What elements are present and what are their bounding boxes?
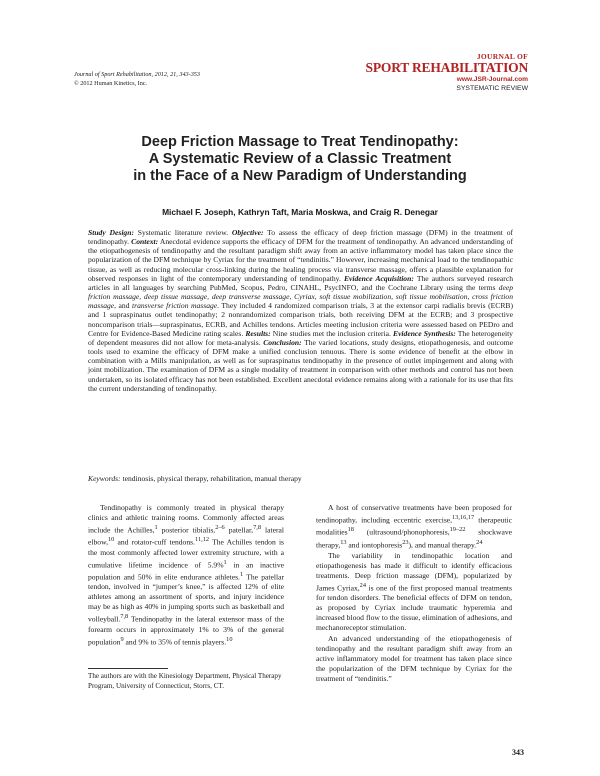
context-label: Context:: [131, 237, 159, 247]
evidence-acquisition-text-2: . They included 4 randomized comparison trials, 3 at the extensor carpi radialis brevis (ECRB) and 1 supraspinatus outlet tendinopathy; 2 nonrandomized comparison trials, both receiving DFM at the ECRB; and 3 prospective noncomparison trials—supraspinatus, ECRB, and Achilles tendons. Articles meeting inclusion criteria were assessed based on PEDro and Centre for Evidence-Based Medicine rating scales.: [88, 301, 513, 338]
objective-text: To assess the efficacy of deep friction massage (DFM) in the treatment of tendinopathy.: [88, 228, 514, 247]
reference-superscript: 10: [226, 635, 233, 643]
body-text: and rotator-cuff tendons.: [114, 537, 196, 547]
reference-superscript: 10: [107, 536, 115, 544]
body-text: and iontophoresis: [346, 540, 403, 550]
body-text: in an inactive population and 50% in elite endurance athletes.: [88, 560, 284, 582]
body-text: (ultrasound/phonophoresis,: [353, 527, 450, 537]
body-text: therapeutic modalities: [316, 515, 512, 537]
title-line-1: Deep Friction Massage to Treat Tendinopathy:: [141, 134, 459, 150]
body-text: An advanced understanding of the etiopathogenesis of tendinopathy and the resultant paradigm shift away from an active inflammatory model for treatment has taken place since the popularization of the DFM technique by Cyriax for the treatment of “tendinitis.”: [316, 634, 512, 683]
evidence-acquisition-text: The authors surveyed research articles in all languages by searching PubMed, Scopus, Pedro, CINAHL, PsycINFO, and the Cochrane Library using the terms: [88, 273, 513, 292]
reference-superscript: 11,12: [195, 536, 210, 544]
journal-citation: [74, 71, 200, 88]
reference-superscript: 19–22: [449, 526, 466, 534]
results-label: Results:: [245, 328, 271, 338]
reference-superscript: 13,16,17: [452, 513, 475, 521]
evidence-synthesis-label: Evidence Synthesis:: [393, 328, 456, 338]
reference-superscript: 24: [476, 538, 483, 546]
page-number: 343: [512, 748, 524, 757]
body-text: A host of conservative treatments have been proposed for tendinopathy, including eccentric exercise,: [316, 503, 512, 525]
abstract: [88, 228, 513, 393]
journal-url[interactable]: www.JSR-Journal.com: [456, 76, 528, 83]
body-text: The Achilles tendon is the most commonly affected lower extremity structure, with a cumulative lifetime incidence of 5.9%: [88, 537, 285, 570]
body-column-right: [316, 503, 512, 684]
conclusion-text: The varied locations, study designs, etiopathogenesis, and outcome tools used to examine the efficacy of DFM make a unified conclusion tenuous. There is some evidence of benefit at the elbow in combination with a Mills manipulation, as well as for supraspinatus tendinopathy in the presence of outlet impingement and along with joint mobilization. The examination of DFM as a single modality of treatment in comparison with other methods and control has not been undertaken, so its isolated efficacy has not been established. Excellent anecdotal evidence remains along with a rationale for its use that fits the current understanding of tendinopathy.: [88, 337, 513, 393]
keywords-text: tendinosis, physical therapy, rehabilitation, manual therapy: [120, 474, 302, 483]
body-text: lateral elbow,: [88, 525, 284, 547]
study-design-label: Study Design:: [88, 228, 134, 237]
author-affiliation-footnote: The authors are with the Kinesiology Department, Physical Therapy Program, University of Connecticut, Storrs, CT.: [88, 672, 282, 690]
reference-superscript: 7,8: [253, 523, 261, 531]
citation-line: Journal of Sport Rehabilitation, 2012, 21, 343-353: [74, 71, 200, 78]
reference-superscript: 18: [347, 526, 354, 534]
title-line-3: in the Face of a New Paradigm of Understanding: [133, 168, 467, 184]
body-text: posterior tibialis,: [157, 525, 216, 535]
masthead-journal-of: JOURNAL OF: [476, 52, 528, 61]
reference-superscript: 13: [340, 538, 347, 546]
body-text: and 9% to 35% of tennis players.: [123, 637, 227, 647]
body-column-left: [88, 503, 284, 647]
objective-label: Objective:: [231, 228, 264, 237]
body-text: The variability in tendinopathic location and etiopathogenesis has made it difficult to identify efficacious treatments. Deep friction massage (DFM), popularized by James Cyriax,: [316, 551, 512, 593]
body-paragraph: [316, 634, 512, 684]
reference-superscript: 1: [154, 523, 158, 531]
study-design-text: Systematic literature review.: [133, 228, 232, 237]
body-text: Tendinopathy in the lateral extensor mass of the forearm occurs in approximately 1% to 3% of the general population: [88, 614, 284, 647]
reference-superscript: 1: [223, 558, 227, 566]
body-text: ), and manual therapy.: [408, 540, 477, 550]
footnote-rule: [88, 668, 168, 669]
evidence-acquisition-and: and: [116, 301, 133, 311]
body-text: is one of the first proposed manual treatments for tendon disorders. The beneficial effects of DFM on tendon, as proposed by Cyriax include traumatic hyperemia and increased blood flow to the tissue, elimination of adhesions, and mechanoreceptor stimulation.: [316, 583, 512, 633]
reference-superscript: 23: [402, 538, 409, 546]
reference-superscript: 2–6: [215, 523, 225, 531]
masthead-journal-name: SPORT REHABILITATION: [365, 60, 528, 75]
body-paragraph: [316, 503, 512, 550]
body-text: shockwave therapy,: [316, 527, 512, 550]
body-paragraph: [316, 551, 512, 633]
section-label: SYSTEMATIC REVIEW: [456, 85, 528, 92]
keywords-label: Keywords:: [88, 474, 121, 483]
reference-superscript: 24: [359, 581, 366, 589]
article-title: [60, 134, 540, 185]
evidence-acquisition-label: Evidence Acquisition:: [343, 273, 414, 283]
conclusion-label: Conclusion:: [263, 337, 302, 347]
body-text: patellar,: [224, 525, 254, 535]
search-terms: deep friction massage, deep tissue massage, deep transverse massage, Cyriax, soft tissue mobilization, soft tissue mobilisation, cross friction massage,: [88, 282, 513, 311]
reference-superscript: 7,8: [120, 613, 129, 621]
copyright-line: © 2012 Human Kinetics, Inc.: [74, 79, 148, 87]
body-text: Tendinopathy is commonly treated in physical therapy clinics and athletic training rooms. Commonly affected areas include the Achilles,: [88, 503, 284, 535]
body-paragraph: [88, 503, 284, 647]
reference-superscript: 9: [120, 635, 124, 643]
reference-superscript: 1: [239, 571, 244, 579]
evidence-synthesis-text: The heterogeneity of dependent measures did not allow for meta-analysis.: [88, 328, 513, 347]
author-list: Michael F. Joseph, Kathryn Taft, Maria Moskwa, and Craig R. Denegar: [162, 207, 438, 217]
search-terms-last: transverse friction massage: [132, 301, 218, 311]
context-text: Anecdotal evidence supports the efficacy of DFM for the treatment of tendinopathy. An advanced understanding of the etiopathogenesis of tendinopathy and the resultant paradigm shift away from an active inflammatory model has taken place since the popularization of the DFM technique by Cyriax for the treatment of “tendinitis.” However, increasing mechanical load to the tendinopathic tissue, as well as reducing molecular cross-linking during the healing process via transverse massage, offers a plausible explanation for observed responses in light of the contemporary understanding of tendinopathy.: [88, 237, 513, 283]
body-text: The patellar tendon, involved in “jumper’s knee,” is affected 12% of elite athletes among an assortment of sports, and injury incidence may be as high as 40% in jumping sports such as basketball and volleyball.: [88, 572, 284, 624]
journal-masthead: [366, 52, 528, 92]
keywords: [88, 474, 513, 483]
results-text: Nine studies met the inclusion criteria.: [270, 328, 393, 338]
title-line-2: A Systematic Review of a Classic Treatment: [148, 151, 452, 167]
